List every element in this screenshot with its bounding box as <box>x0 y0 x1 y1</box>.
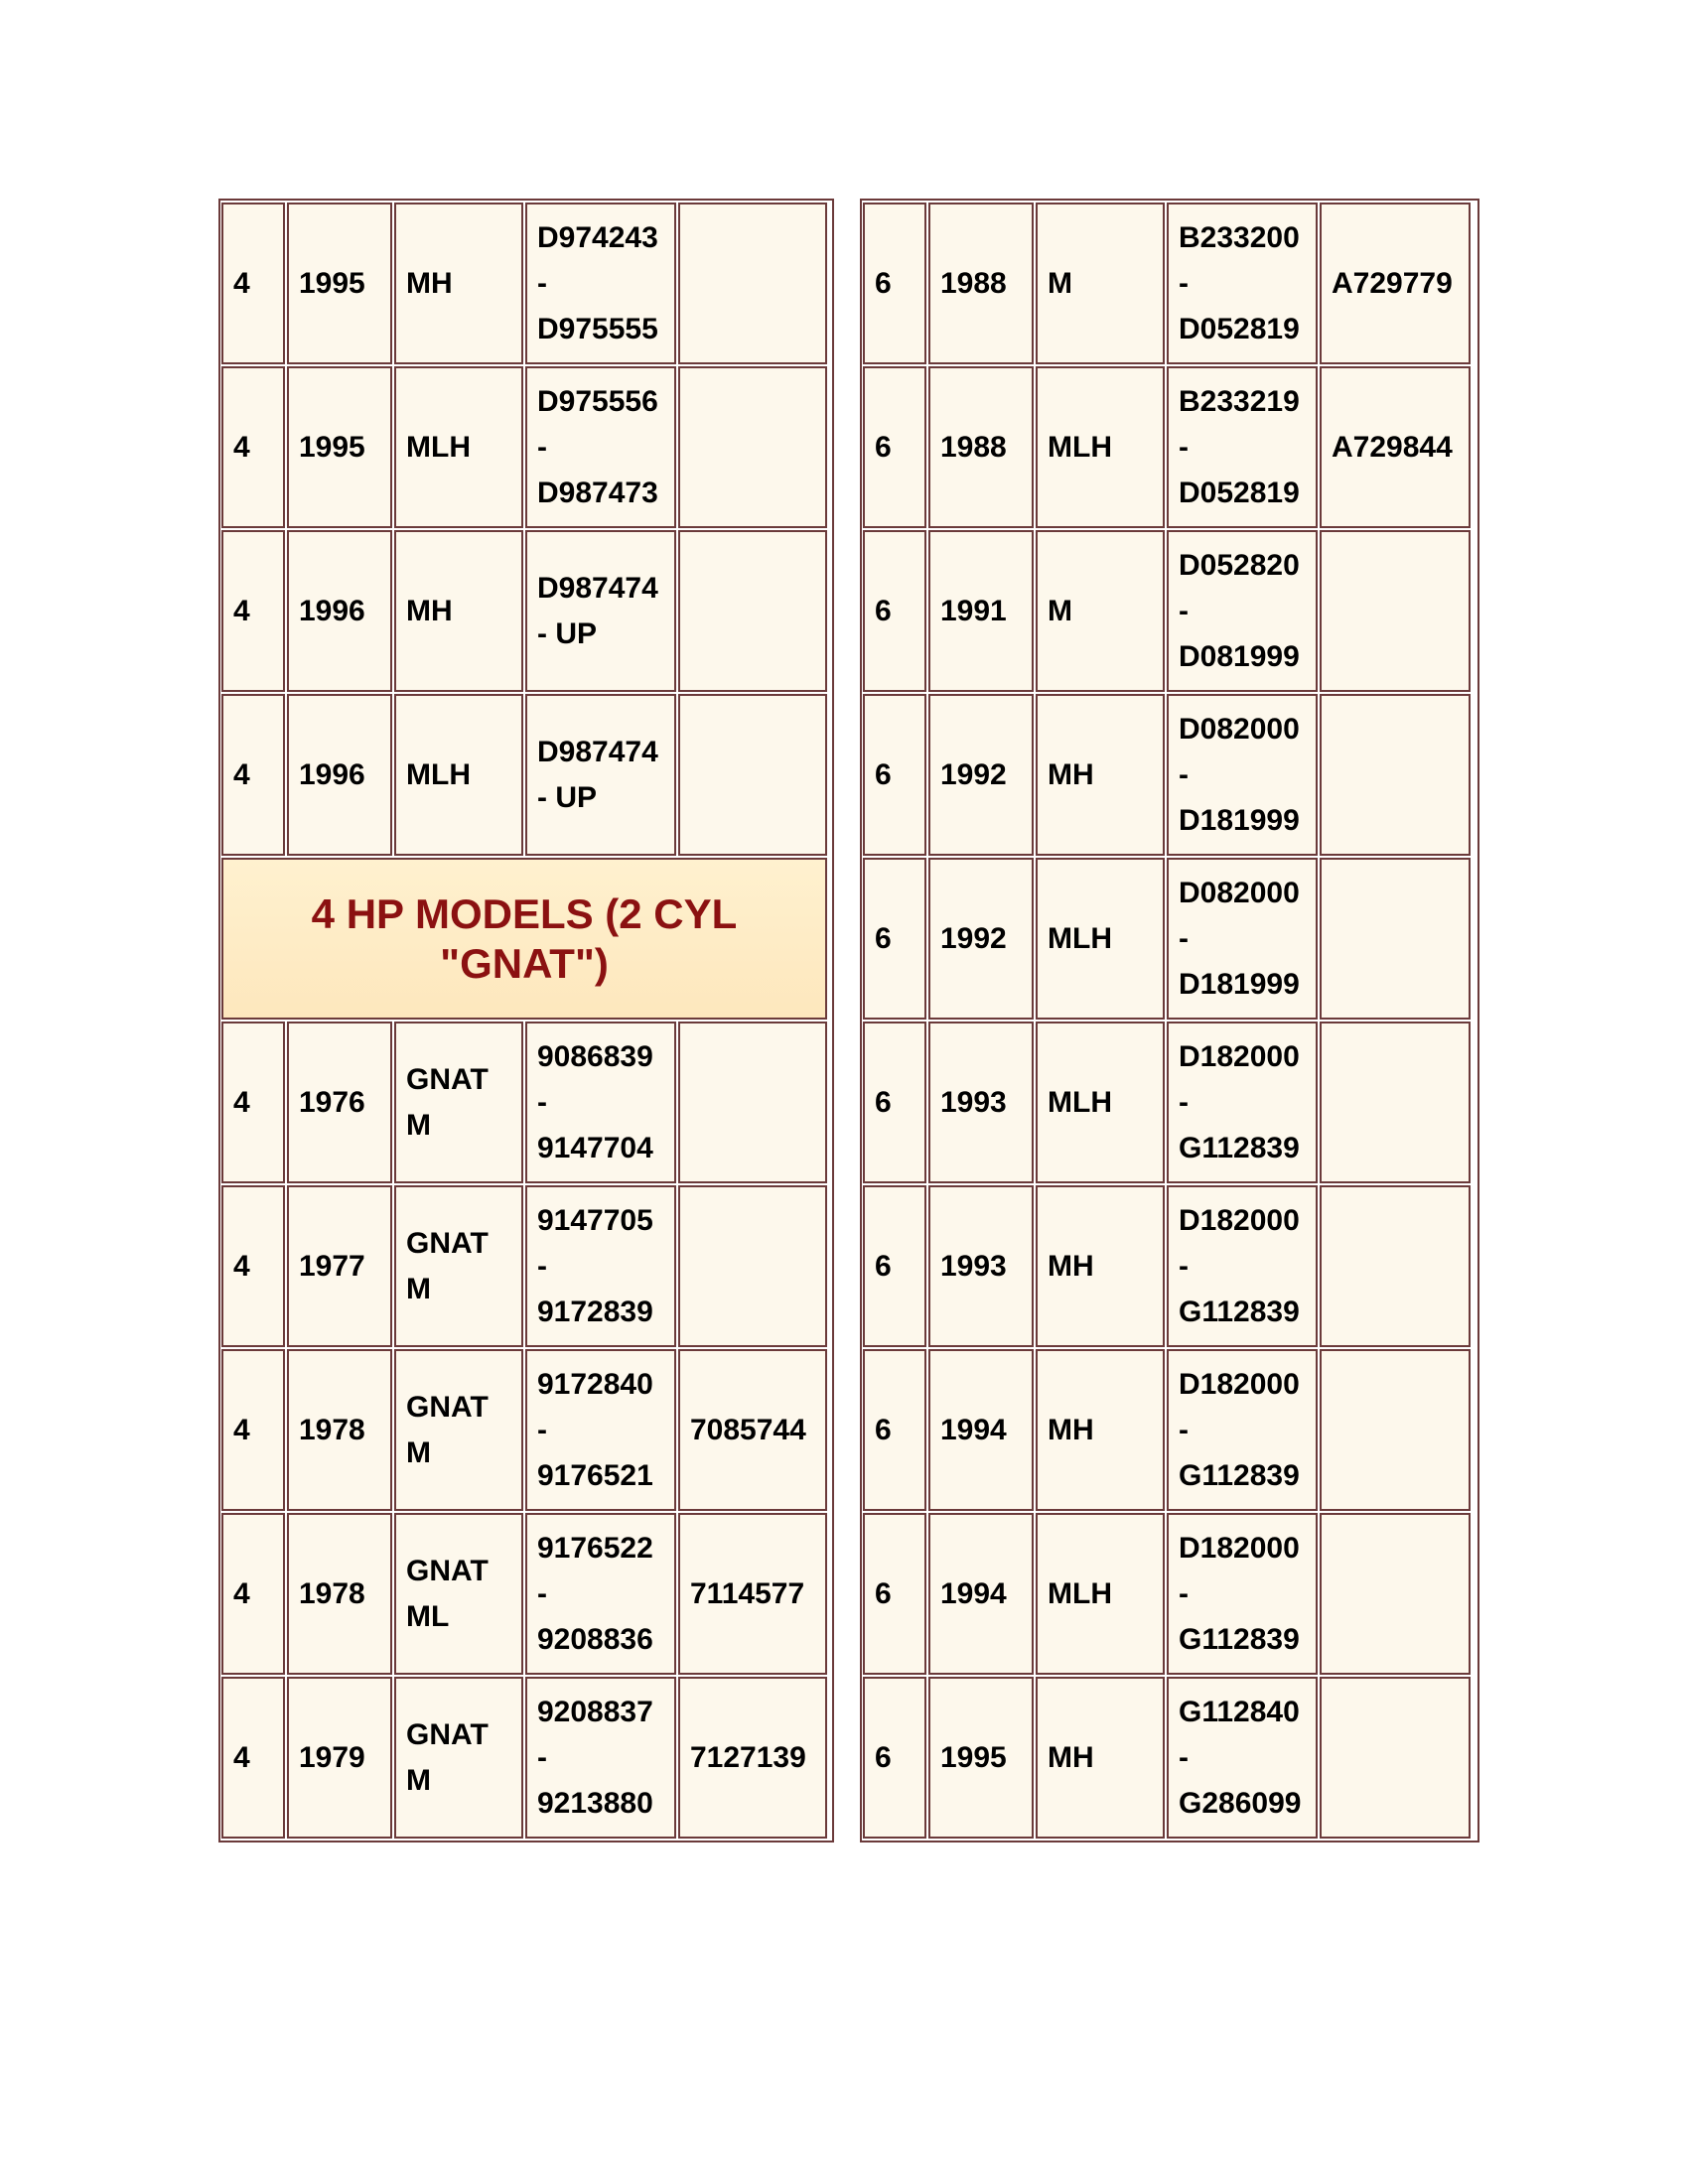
model-cell: MH <box>1036 1677 1165 1839</box>
hp-cell: 6 <box>863 1022 926 1183</box>
hp-cell: 6 <box>863 1513 926 1675</box>
year-cell: 1977 <box>287 1185 392 1347</box>
hp-cell: 6 <box>863 530 926 692</box>
serial-range-cell: 9208837 - 9213880 <box>525 1677 676 1839</box>
year-cell: 1995 <box>287 366 392 528</box>
year-cell: 1993 <box>928 1022 1034 1183</box>
section-header-row <box>220 858 832 1020</box>
model-cell: GNAT M <box>394 1185 523 1347</box>
hp-cell: 6 <box>863 694 926 856</box>
model-cell: GNAT M <box>394 1022 523 1183</box>
model-cell: GNAT ML <box>394 1513 523 1675</box>
hp-cell: 6 <box>863 1349 926 1511</box>
part-number-cell <box>1320 1677 1471 1839</box>
table-row <box>220 1185 832 1347</box>
model-cell: M <box>1036 530 1165 692</box>
hp-cell: 4 <box>221 530 285 692</box>
serial-range-cell: B233219 - D052819 <box>1167 366 1318 528</box>
part-number-cell <box>1320 1349 1471 1511</box>
serial-range-cell: D082000 - D181999 <box>1167 858 1318 1020</box>
serial-range-cell: D987474 - UP <box>525 694 676 856</box>
model-cell: M <box>1036 203 1165 364</box>
model-cell: MLH <box>394 694 523 856</box>
hp-cell: 4 <box>221 694 285 856</box>
left-parts-table <box>218 199 834 1843</box>
hp-cell: 6 <box>863 203 926 364</box>
part-number-cell: 7114577 <box>678 1513 827 1675</box>
model-cell: MLH <box>1036 858 1165 1020</box>
year-cell: 1988 <box>928 366 1034 528</box>
part-number-cell: 7127139 <box>678 1677 827 1839</box>
hp-cell: 4 <box>221 1349 285 1511</box>
hp-cell: 4 <box>221 1513 285 1675</box>
part-number-cell <box>1320 1022 1471 1183</box>
serial-range-cell: D987474 - UP <box>525 530 676 692</box>
serial-range-cell: G112840 - G286099 <box>1167 1677 1318 1839</box>
serial-range-cell: D182000 - G112839 <box>1167 1513 1318 1675</box>
model-cell: MLH <box>394 366 523 528</box>
serial-range-cell: 9086839 - 9147704 <box>525 1022 676 1183</box>
table-row <box>220 1513 832 1675</box>
table-row <box>862 530 1477 692</box>
table-row <box>220 1677 832 1839</box>
table-row <box>862 366 1477 528</box>
table-row <box>862 203 1477 364</box>
part-number-cell: 7085744 <box>678 1349 827 1511</box>
hp-cell: 4 <box>221 203 285 364</box>
serial-range-cell: D182000 - G112839 <box>1167 1349 1318 1511</box>
model-cell: GNAT M <box>394 1349 523 1511</box>
part-number-cell: A729844 <box>1320 366 1471 528</box>
hp-cell: 6 <box>863 1677 926 1839</box>
year-cell: 1995 <box>287 203 392 364</box>
hp-cell: 4 <box>221 1677 285 1839</box>
serial-range-cell: D182000 - G112839 <box>1167 1022 1318 1183</box>
hp-cell: 6 <box>863 1185 926 1347</box>
hp-cell: 4 <box>221 366 285 528</box>
model-cell: MH <box>1036 1349 1165 1511</box>
part-number-cell <box>678 366 827 528</box>
serial-range-cell: B233200 - D052819 <box>1167 203 1318 364</box>
table-row <box>862 858 1477 1020</box>
serial-range-cell: 9176522 - 9208836 <box>525 1513 676 1675</box>
part-number-cell <box>1320 858 1471 1020</box>
section-header: 4 HP MODELS (2 CYL "GNAT") <box>221 858 827 1020</box>
part-number-cell <box>1320 530 1471 692</box>
table-row <box>862 1349 1477 1511</box>
hp-cell: 4 <box>221 1185 285 1347</box>
table-row <box>862 1677 1477 1839</box>
year-cell: 1996 <box>287 694 392 856</box>
table-row <box>220 366 832 528</box>
year-cell: 1996 <box>287 530 392 692</box>
hp-cell: 6 <box>863 366 926 528</box>
model-cell: GNAT M <box>394 1677 523 1839</box>
right-parts-table <box>860 199 1479 1843</box>
year-cell: 1978 <box>287 1349 392 1511</box>
hp-cell: 4 <box>221 1022 285 1183</box>
model-cell: MLH <box>1036 1513 1165 1675</box>
model-cell: MH <box>394 203 523 364</box>
table-row <box>220 1022 832 1183</box>
table-row <box>862 1022 1477 1183</box>
table-row <box>220 694 832 856</box>
year-cell: 1979 <box>287 1677 392 1839</box>
year-cell: 1992 <box>928 694 1034 856</box>
serial-range-cell: 9172840 - 9176521 <box>525 1349 676 1511</box>
year-cell: 1995 <box>928 1677 1034 1839</box>
year-cell: 1994 <box>928 1349 1034 1511</box>
table-row <box>220 203 832 364</box>
model-cell: MH <box>1036 694 1165 856</box>
serial-range-cell: D082000 - D181999 <box>1167 694 1318 856</box>
model-cell: MH <box>394 530 523 692</box>
year-cell: 1978 <box>287 1513 392 1675</box>
table-row <box>862 694 1477 856</box>
serial-range-cell: 9147705 - 9172839 <box>525 1185 676 1347</box>
hp-cell: 6 <box>863 858 926 1020</box>
part-number-cell <box>678 203 827 364</box>
year-cell: 1976 <box>287 1022 392 1183</box>
table-row <box>862 1513 1477 1675</box>
year-cell: 1993 <box>928 1185 1034 1347</box>
table-row <box>220 1349 832 1511</box>
serial-range-cell: D182000 - G112839 <box>1167 1185 1318 1347</box>
model-cell: MLH <box>1036 1022 1165 1183</box>
part-number-cell: A729779 <box>1320 203 1471 364</box>
year-cell: 1991 <box>928 530 1034 692</box>
table-row <box>862 1185 1477 1347</box>
year-cell: 1988 <box>928 203 1034 364</box>
part-number-cell <box>678 1185 827 1347</box>
part-number-cell <box>1320 1185 1471 1347</box>
model-cell: MLH <box>1036 366 1165 528</box>
year-cell: 1992 <box>928 858 1034 1020</box>
part-number-cell <box>1320 1513 1471 1675</box>
part-number-cell <box>678 1022 827 1183</box>
part-number-cell <box>1320 694 1471 856</box>
year-cell: 1994 <box>928 1513 1034 1675</box>
model-cell: MH <box>1036 1185 1165 1347</box>
part-number-cell <box>678 694 827 856</box>
serial-range-cell: D052820 - D081999 <box>1167 530 1318 692</box>
table-row <box>220 530 832 692</box>
part-number-cell <box>678 530 827 692</box>
serial-range-cell: D975556 - D987473 <box>525 366 676 528</box>
serial-range-cell: D974243 - D975555 <box>525 203 676 364</box>
